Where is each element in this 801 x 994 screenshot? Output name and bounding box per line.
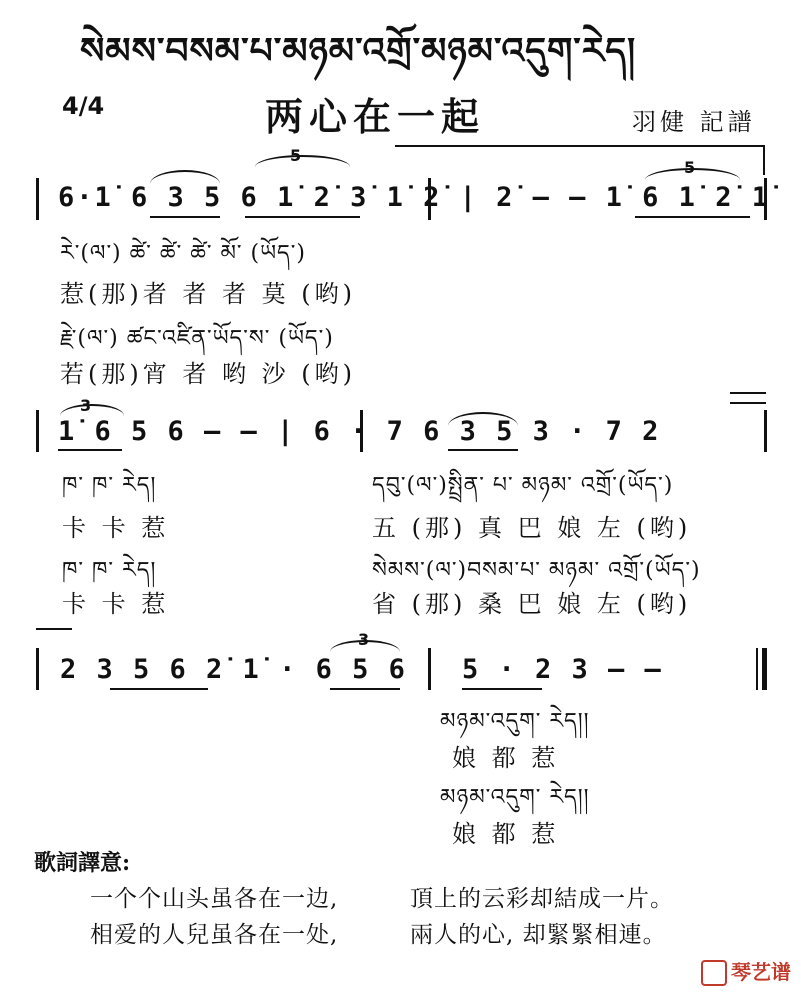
notation-line: 6·1̇ 6 3 5 6 1̇ 2̇ 3̇ 1̇ 2̇ | 2̇ — — 1̇ 6 1̇ 2̇ 1̇ [58, 182, 770, 213]
lyrics-tibetan: ཁ་ ཁ་ རེད། [62, 473, 157, 498]
beam [462, 688, 542, 690]
lyrics-tibetan: མཉམ་འདུག་ རེད།། [440, 709, 590, 734]
tuplet-bracket [645, 168, 740, 180]
lyrics-chinese: 省 (那) 桑 巴 娘 左 (哟) [372, 590, 692, 618]
lyrics-chinese: 卡 卡 惹 [62, 590, 170, 618]
watermark-text: 琴艺谱 [731, 959, 791, 984]
tuplet-bracket [60, 404, 124, 416]
tuplet-bracket [330, 640, 400, 652]
transcriber-credit: 羽健 記譜 [632, 108, 756, 136]
repeat-bracket-line [36, 628, 72, 630]
beam [330, 688, 400, 690]
watermark [701, 956, 791, 987]
notation-line: 5 · 2 3 — — [462, 654, 663, 685]
notation-line: 2 3 5 6 2̇ 1̇ · 6 5 6 [60, 654, 407, 685]
lyrics-tibetan: རེ་(ལ་) ཚེ་ ཚེ་ ཚེ་ མོ་ (ཡོད་) [60, 241, 307, 266]
lyrics-chinese: 娘 都 惹 [452, 820, 560, 848]
lyrics-tibetan: རྗེ་(ལ་) ཚང་འཛིན་ཡོད་ས་ (ཡོད་) [60, 326, 334, 351]
time-signature: 4/4 [62, 92, 105, 120]
tuplet-marker: 5 [290, 146, 302, 165]
lyrics-chinese: 卡 卡 惹 [62, 514, 170, 542]
barline [428, 648, 431, 690]
repeat-bracket-line [395, 145, 765, 147]
lyrics-chinese: 娘 都 惹 [452, 744, 560, 772]
translation-line: 兩人的心, 却緊緊相連。 [410, 922, 667, 948]
barline [764, 410, 767, 452]
repeat-bracket-line [730, 392, 766, 394]
beam [448, 449, 518, 451]
lyrics-chinese: 若(那)宵 者 哟 沙 (哟) [60, 360, 356, 388]
notation-line: 1̇ 6 5 6 — — | 6 · 7 6 3 5 3 · 7 2 [58, 416, 661, 447]
translation-line: 相爱的人兒虽各在一处, [90, 922, 339, 948]
barline [36, 648, 39, 690]
barline [36, 410, 39, 452]
piano-logo-icon [701, 960, 727, 986]
beam [635, 216, 750, 218]
barline [36, 178, 39, 220]
tibetan-title: སེམས་བསམ་པ་མཉམ་འགྲོ་མཉམ་འདུག་རེད། [80, 30, 637, 72]
lyrics-tibetan: སེམས་(ལ་)བསམ་པ་ མཉམ་ འགྲོ་(ཡོད་) [372, 558, 701, 583]
tuplet-marker: 3 [358, 630, 370, 649]
final-barline-thin [756, 648, 758, 690]
translation-label: 歌詞譯意: [34, 850, 131, 876]
lyrics-tibetan: དབུ་(ལ་)སྤྲིན་ པ་ མཉམ་ འགྲོ་(ཡོད་) [372, 473, 674, 498]
song-title: 两心在一起 [265, 94, 486, 139]
beam [110, 688, 208, 690]
translation-line: 一个个山头虽各在一边, [90, 886, 339, 912]
translation-line: 頂上的云彩却結成一片。 [410, 886, 674, 912]
beam [150, 216, 220, 218]
tuplet-marker: 5 [684, 158, 696, 177]
final-barline-thick [762, 648, 767, 690]
beam [245, 216, 360, 218]
beam [58, 449, 122, 451]
lyrics-tibetan: མཉམ་འདུག་ རེད།། [440, 785, 590, 810]
lyrics-chinese: 五 (那) 真 巴 娘 左 (哟) [372, 514, 692, 542]
repeat-bracket-line [730, 402, 766, 404]
tuplet-bracket [255, 155, 350, 167]
tuplet-marker: 3 [80, 396, 92, 415]
lyrics-chinese: 惹(那)者 者 者 莫 (哟) [60, 280, 356, 308]
lyrics-tibetan: ཁ་ ཁ་ རེད། [62, 558, 157, 583]
repeat-bracket-end [763, 145, 765, 175]
